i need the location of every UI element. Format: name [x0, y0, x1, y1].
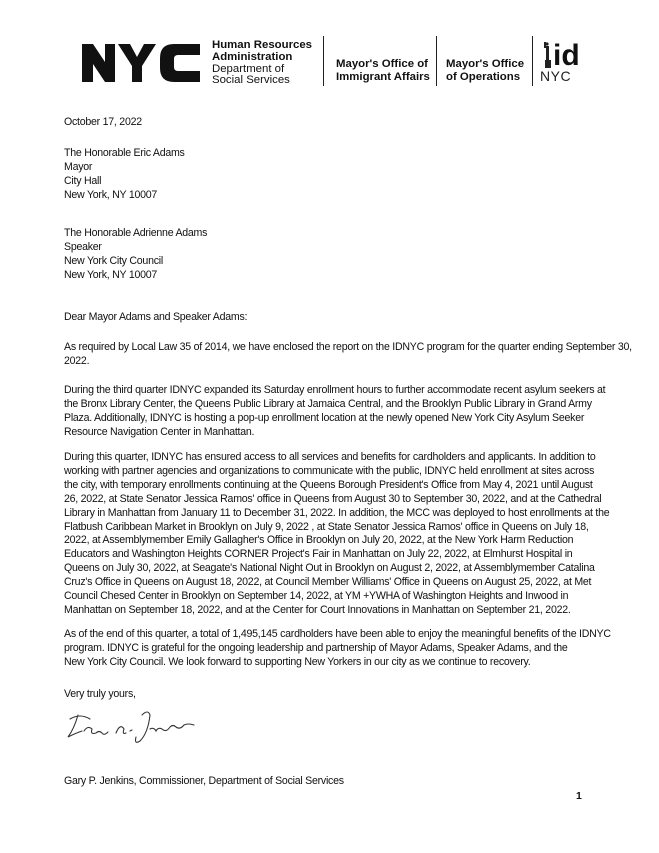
paragraph-line: Council Chesed Center in Brooklyn on September 14, 2022, at YM +YWHA of Washington Heights and Inwood in	[64, 590, 569, 603]
signatory-text: Gary P. Jenkins, Commissioner, Department of Social Services	[64, 775, 344, 787]
hra-block	[212, 40, 312, 87]
idnyc-word: NYC	[540, 68, 572, 84]
paragraph-line: As of the end of this quarter, a total of 1,495,145 cardholders have been able to enjoy the meaningful benefits of the IDNYC	[64, 628, 611, 640]
paragraph-line: the Bronx Library Center, the Queens Public Library at Jamaica Central, and the Brooklyn Public Library in Grand Army	[64, 397, 592, 410]
paragraph-line: 26, 2022, at State Senator Jessica Ramos' office in Queens from August 30 to September 30, 2022, and at the Cathedral	[64, 492, 602, 505]
closing-text: Very truly yours,	[64, 688, 136, 700]
idnyc-logo-text: id	[553, 39, 580, 72]
recipient-block-speaker	[64, 227, 584, 283]
hra-line: Human Resources	[212, 39, 313, 51]
office-line: of Operations	[446, 71, 521, 83]
paragraph-line: working with partner agencies and organizations to communicate with the public, IDNYC held enrollment at sites across	[64, 464, 595, 477]
closing	[64, 688, 584, 702]
paragraph-line: New York City Council. We look forward to supporting New Yorkers in our city as we continue to recovery.	[64, 655, 531, 668]
divider	[323, 36, 324, 86]
paragraph-line: Queens on July 30, 2022, at Seagate's National Night Out in Brooklyn on August 2, 2022, at Assemblymember Catalina	[64, 562, 595, 575]
operations-block	[446, 58, 524, 84]
recipient-line: Mayor	[64, 160, 93, 173]
signatory	[64, 775, 584, 789]
salutation	[64, 311, 584, 325]
paragraph-line: Plaza. Additionally, IDNYC is hosting a pop-up enrollment location at the newly opened New York City Asylum Seeker	[64, 411, 585, 424]
letter-date	[64, 116, 584, 130]
paragraph-cardholder-total	[64, 628, 611, 670]
recipient-line: New York, NY 10007	[64, 188, 158, 201]
page-number: 1	[576, 790, 582, 802]
letterhead	[80, 36, 580, 88]
office-line: Mayor's Office	[446, 58, 525, 70]
paragraph-line: 2022, at Assemblymember Emily Gallagher's Office in Brooklyn on July 20, 2022, at the New York Harm Reduction	[64, 534, 574, 547]
recipient-line: Speaker	[64, 240, 102, 253]
recipient-line: City Hall	[64, 174, 102, 187]
salutation-text: Dear Mayor Adams and Speaker Adams:	[64, 311, 248, 323]
paragraph-line: Manhattan on September 18, 2022, and at the Center for Court Innovations in Manhattan on September 21, 2022.	[64, 603, 571, 616]
recipient-line: New York City Council	[64, 254, 163, 267]
paragraph-line: During the third quarter IDNYC expanded its Saturday enrollment hours to further accommodate recent asylum seekers at	[64, 384, 606, 396]
recipient-line: The Honorable Adrienne Adams	[64, 227, 208, 239]
paragraph-enrollment-sites	[64, 451, 610, 618]
immigrant-affairs-block	[336, 58, 430, 84]
nyc-logo	[80, 42, 208, 84]
paragraph-line: Educators and Washington Heights CORNER Project's Fair in Manhattan on July 22, 2022, at Elmhurst Hospital in	[64, 548, 573, 561]
paragraph-line: Library in Manhattan from January 11 to December 31, 2022. In addition, the MCC was deployed to host enrollments at the	[64, 506, 610, 519]
office-line: Immigrant Affairs	[336, 71, 430, 83]
paragraph-line: Flatbush Caribbean Market in Brooklyn on July 9, 2022 , at State Senator Jessica Ramos' office in Queens on July 18,	[64, 520, 589, 533]
paragraph-report-notice	[64, 341, 632, 369]
hra-line: Department of	[212, 62, 285, 75]
recipient-line: The Honorable Eric Adams	[64, 147, 185, 159]
date-text: October 17, 2022	[64, 116, 142, 128]
paragraph-line: As required by Local Law 35 of 2014, we have enclosed the report on the IDNYC program for the quarter ending September 30,	[64, 341, 632, 353]
recipient-block-mayor	[64, 147, 584, 203]
paragraph-line: 2022.	[64, 354, 90, 367]
paragraph-enrollment-hours	[64, 384, 606, 440]
divider	[532, 36, 533, 86]
paragraph-line: Resource Navigation Center in Manhattan.	[64, 425, 255, 438]
paragraph-line: the city, with temporary enrollments continuing at the Queens Borough President's Office from May 4, 2021 until August	[64, 478, 593, 491]
hra-line: Administration	[212, 50, 293, 63]
paragraph-line: Cruz's Office in Queens on August 18, 2022, at Council Member Williams' Office in Queens on August 25, 2022, at Met	[64, 576, 592, 589]
hra-line: Social Services	[212, 74, 290, 87]
paragraph-line: During this quarter, IDNYC has ensured access to all services and benefits for cardholders and applicants. In addition to	[64, 451, 596, 463]
divider	[436, 36, 437, 86]
handwritten-signature	[64, 705, 204, 747]
paragraph-line: program. IDNYC is grateful for the ongoing leadership and partnership of Mayor Adams, Speaker Adams, and the	[64, 641, 568, 654]
recipient-line: New York, NY 10007	[64, 268, 158, 281]
office-line: Mayor's Office of	[336, 58, 428, 70]
